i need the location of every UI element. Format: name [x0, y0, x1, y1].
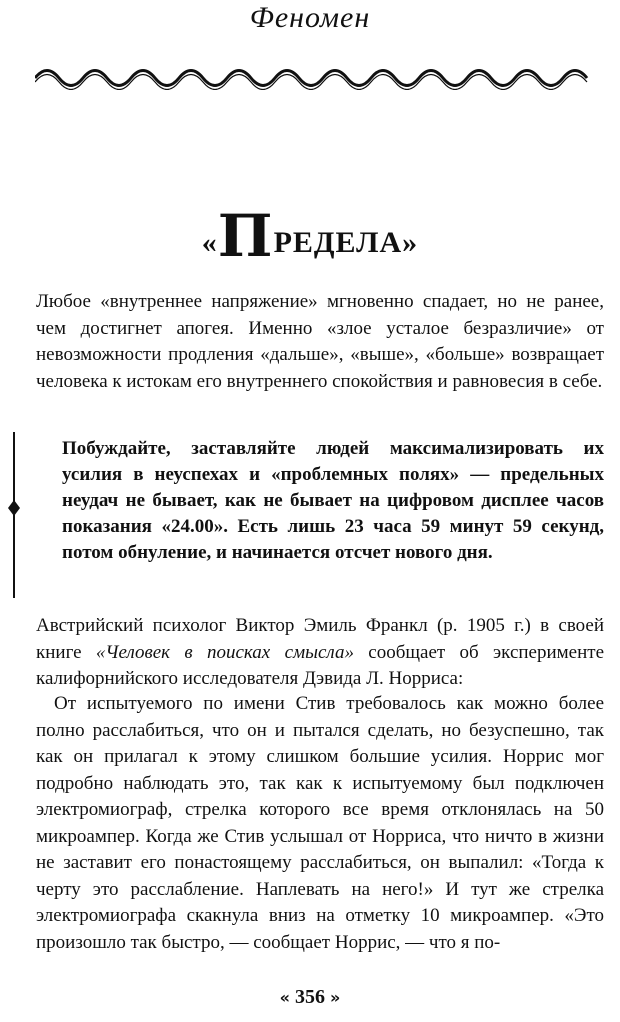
- chapter-open-quote: «: [201, 226, 218, 259]
- chapter-title: [0, 202, 620, 270]
- experiment-paragraph: От испытуемого по имени Стив требовалось как можно более полно расслабиться, что он и пытался сделать, но безуспешно, так как он прилагал к этому слишком большие усилия. Норрис мог подробно наблюдать это, так как к испытуемому был подключен электромиограф, стрелка которого все время отклонялась на 50 микроампер. Когда же Стив услышал от Норриса, что ничто в жизни не заставит его понастоящему расслабиться, он выпалил: «Тогда к черту это расслабление. Наплевать на него!» И тут же стрелка электромиографа скакнула вниз на отметку 10 микроампер. «Это произошло так быстро, — сообщает Норрис, — что я по-: [36, 693, 604, 953]
- running-header: Феномен: [249, 1, 371, 34]
- wave-ornament: [35, 66, 590, 90]
- book-title: «Человек в поисках смысла»: [95, 641, 354, 663]
- chapter-title-rest: РЕДЕЛА»: [273, 226, 419, 259]
- intro-paragraph: Любое «внутреннее напряжение» мгновенно спадает, но не ранее, чем достигнет апогея. Именно «злое усталое безразличие» от невозможности продления «дальше», «выше», «больше» возвращает человека к истокам его внутреннего спокойствия и равновесия в себе.: [36, 291, 604, 392]
- quote-side-ornament: [2, 430, 32, 600]
- frankl-text-before: Австрийский психолог Виктор Эмиль Франкл (р. 1905 г.) в своей книге: [36, 615, 604, 663]
- chapter-dropcap: П: [217, 202, 274, 270]
- right-arrow-icon: »: [330, 988, 341, 1007]
- page-footer: [0, 986, 620, 1009]
- page-number: 356: [295, 986, 325, 1008]
- highlighted-quote: Побуждайте, заставляйте людей максимализировать их усилия в неуспехах и «проблемных полях» — предельных неудач не бывает, как не бывает на цифровом дисплее часов показания «24.00». Есть лишь 23 часа 59 минут 59 секунд, потом обнуление, и начинается отсчет нового дня.: [62, 438, 604, 563]
- frankl-text-after: сообщает об эксперименте калифорнийского исследователя Дэвида Л. Норриса:: [36, 641, 605, 689]
- frankl-paragraph: [36, 613, 604, 693]
- left-arrow-icon: «: [279, 988, 290, 1007]
